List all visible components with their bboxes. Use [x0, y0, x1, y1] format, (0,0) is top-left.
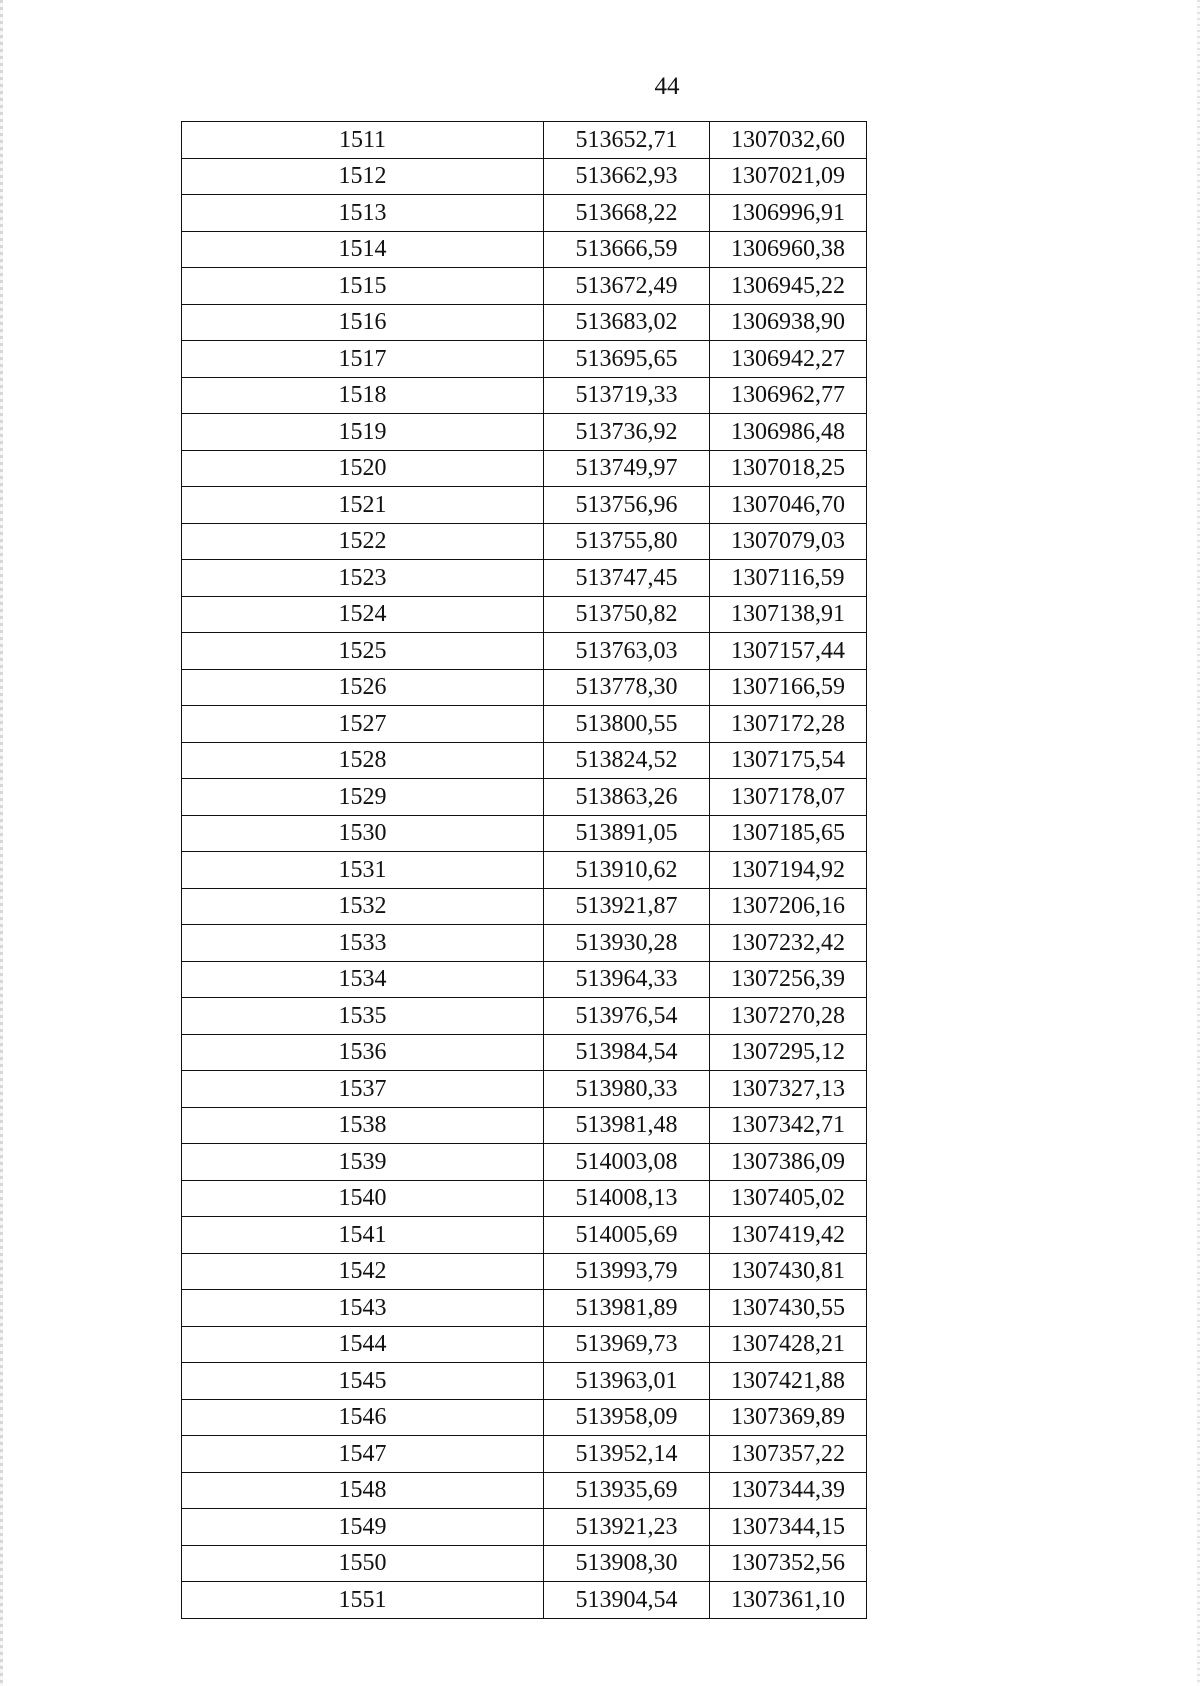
table-row [182, 815, 867, 852]
x-coordinate-cell: 514003,08 [544, 1144, 710, 1181]
y-coordinate-cell: 1307344,39 [710, 1472, 867, 1509]
y-coordinate-cell: 1307194,92 [710, 852, 867, 889]
point-number-cell: 1538 [182, 1107, 544, 1144]
table-row [182, 560, 867, 597]
y-coordinate-cell: 1307270,28 [710, 998, 867, 1035]
point-number-cell: 1539 [182, 1144, 544, 1181]
y-coordinate-cell: 1307046,70 [710, 487, 867, 524]
table-row [182, 925, 867, 962]
point-number-cell: 1545 [182, 1363, 544, 1400]
point-number-cell: 1547 [182, 1436, 544, 1473]
y-coordinate-cell: 1306938,90 [710, 304, 867, 341]
y-coordinate-cell: 1307116,59 [710, 560, 867, 597]
table-row [182, 1326, 867, 1363]
x-coordinate-cell: 513695,65 [544, 341, 710, 378]
y-coordinate-cell: 1307079,03 [710, 523, 867, 560]
point-number-cell: 1542 [182, 1253, 544, 1290]
point-number-cell: 1528 [182, 742, 544, 779]
x-coordinate-cell: 513683,02 [544, 304, 710, 341]
x-coordinate-cell: 513935,69 [544, 1472, 710, 1509]
point-number-cell: 1523 [182, 560, 544, 597]
y-coordinate-cell: 1307138,91 [710, 596, 867, 633]
table-row [182, 122, 867, 159]
y-coordinate-cell: 1307178,07 [710, 779, 867, 816]
y-coordinate-cell: 1307361,10 [710, 1582, 867, 1619]
point-number-cell: 1515 [182, 268, 544, 305]
x-coordinate-cell: 513930,28 [544, 925, 710, 962]
point-number-cell: 1550 [182, 1545, 544, 1582]
x-coordinate-cell: 513984,54 [544, 1034, 710, 1071]
x-coordinate-cell: 513666,59 [544, 231, 710, 268]
x-coordinate-cell: 513976,54 [544, 998, 710, 1035]
y-coordinate-cell: 1307175,54 [710, 742, 867, 779]
table-row [182, 158, 867, 195]
point-number-cell: 1541 [182, 1217, 544, 1254]
table-row [182, 1253, 867, 1290]
table-row [182, 669, 867, 706]
table-row [182, 450, 867, 487]
y-coordinate-cell: 1307032,60 [710, 122, 867, 159]
table-row [182, 1436, 867, 1473]
x-coordinate-cell: 513778,30 [544, 669, 710, 706]
point-number-cell: 1529 [182, 779, 544, 816]
table-row [182, 1545, 867, 1582]
x-coordinate-cell: 513749,97 [544, 450, 710, 487]
point-number-cell: 1520 [182, 450, 544, 487]
y-coordinate-cell: 1307344,15 [710, 1509, 867, 1546]
x-coordinate-cell: 513668,22 [544, 195, 710, 232]
x-coordinate-cell: 513981,89 [544, 1290, 710, 1327]
table-row [182, 961, 867, 998]
page-number: 44 [654, 73, 680, 100]
table-row [182, 1399, 867, 1436]
coordinates-table [181, 121, 867, 1619]
table-row [182, 633, 867, 670]
table-row [182, 195, 867, 232]
y-coordinate-cell: 1307018,25 [710, 450, 867, 487]
x-coordinate-cell: 513964,33 [544, 961, 710, 998]
y-coordinate-cell: 1307419,42 [710, 1217, 867, 1254]
x-coordinate-cell: 513904,54 [544, 1582, 710, 1619]
x-coordinate-cell: 513672,49 [544, 268, 710, 305]
point-number-cell: 1517 [182, 341, 544, 378]
y-coordinate-cell: 1307357,22 [710, 1436, 867, 1473]
point-number-cell: 1514 [182, 231, 544, 268]
table-row [182, 706, 867, 743]
y-coordinate-cell: 1307206,16 [710, 888, 867, 925]
x-coordinate-cell: 513719,33 [544, 377, 710, 414]
point-number-cell: 1513 [182, 195, 544, 232]
y-coordinate-cell: 1306996,91 [710, 195, 867, 232]
x-coordinate-cell: 514008,13 [544, 1180, 710, 1217]
y-coordinate-cell: 1307172,28 [710, 706, 867, 743]
table-row [182, 1034, 867, 1071]
table-row [182, 1180, 867, 1217]
point-number-cell: 1548 [182, 1472, 544, 1509]
y-coordinate-cell: 1307421,88 [710, 1363, 867, 1400]
x-coordinate-cell: 513736,92 [544, 414, 710, 451]
x-coordinate-cell: 514005,69 [544, 1217, 710, 1254]
x-coordinate-cell: 513981,48 [544, 1107, 710, 1144]
table-row [182, 523, 867, 560]
point-number-cell: 1551 [182, 1582, 544, 1619]
x-coordinate-cell: 513993,79 [544, 1253, 710, 1290]
point-number-cell: 1540 [182, 1180, 544, 1217]
point-number-cell: 1524 [182, 596, 544, 633]
scan-left-edge [0, 0, 3, 1686]
table-row [182, 742, 867, 779]
point-number-cell: 1516 [182, 304, 544, 341]
point-number-cell: 1537 [182, 1071, 544, 1108]
x-coordinate-cell: 513921,23 [544, 1509, 710, 1546]
table-row [182, 998, 867, 1035]
table-row [182, 341, 867, 378]
point-number-cell: 1530 [182, 815, 544, 852]
x-coordinate-cell: 513891,05 [544, 815, 710, 852]
x-coordinate-cell: 513755,80 [544, 523, 710, 560]
y-coordinate-cell: 1307157,44 [710, 633, 867, 670]
point-number-cell: 1527 [182, 706, 544, 743]
y-coordinate-cell: 1307352,56 [710, 1545, 867, 1582]
y-coordinate-cell: 1306960,38 [710, 231, 867, 268]
y-coordinate-cell: 1307430,55 [710, 1290, 867, 1327]
y-coordinate-cell: 1307021,09 [710, 158, 867, 195]
point-number-cell: 1512 [182, 158, 544, 195]
y-coordinate-cell: 1307342,71 [710, 1107, 867, 1144]
y-coordinate-cell: 1307428,21 [710, 1326, 867, 1363]
x-coordinate-cell: 513652,71 [544, 122, 710, 159]
y-coordinate-cell: 1307327,13 [710, 1071, 867, 1108]
y-coordinate-cell: 1306962,77 [710, 377, 867, 414]
table-row [182, 1107, 867, 1144]
table-row [182, 1363, 867, 1400]
x-coordinate-cell: 513958,09 [544, 1399, 710, 1436]
x-coordinate-cell: 513763,03 [544, 633, 710, 670]
y-coordinate-cell: 1306942,27 [710, 341, 867, 378]
table-row [182, 1290, 867, 1327]
point-number-cell: 1535 [182, 998, 544, 1035]
y-coordinate-cell: 1307166,59 [710, 669, 867, 706]
y-coordinate-cell: 1307405,02 [710, 1180, 867, 1217]
point-number-cell: 1543 [182, 1290, 544, 1327]
x-coordinate-cell: 513969,73 [544, 1326, 710, 1363]
y-coordinate-cell: 1307232,42 [710, 925, 867, 962]
point-number-cell: 1521 [182, 487, 544, 524]
x-coordinate-cell: 513908,30 [544, 1545, 710, 1582]
y-coordinate-cell: 1307430,81 [710, 1253, 867, 1290]
x-coordinate-cell: 513980,33 [544, 1071, 710, 1108]
x-coordinate-cell: 513756,96 [544, 487, 710, 524]
point-number-cell: 1536 [182, 1034, 544, 1071]
table-row [182, 596, 867, 633]
y-coordinate-cell: 1306945,22 [710, 268, 867, 305]
table-row [182, 268, 867, 305]
point-number-cell: 1531 [182, 852, 544, 889]
coordinates-table-body [182, 122, 867, 1619]
point-number-cell: 1546 [182, 1399, 544, 1436]
table-row [182, 414, 867, 451]
y-coordinate-cell: 1307386,09 [710, 1144, 867, 1181]
y-coordinate-cell: 1307256,39 [710, 961, 867, 998]
point-number-cell: 1549 [182, 1509, 544, 1546]
table-row [182, 231, 867, 268]
point-number-cell: 1522 [182, 523, 544, 560]
x-coordinate-cell: 513824,52 [544, 742, 710, 779]
x-coordinate-cell: 513863,26 [544, 779, 710, 816]
point-number-cell: 1519 [182, 414, 544, 451]
table-row [182, 377, 867, 414]
x-coordinate-cell: 513910,62 [544, 852, 710, 889]
table-row [182, 1217, 867, 1254]
point-number-cell: 1544 [182, 1326, 544, 1363]
y-coordinate-cell: 1306986,48 [710, 414, 867, 451]
x-coordinate-cell: 513747,45 [544, 560, 710, 597]
y-coordinate-cell: 1307295,12 [710, 1034, 867, 1071]
table-row [182, 1071, 867, 1108]
point-number-cell: 1518 [182, 377, 544, 414]
table-row [182, 1582, 867, 1619]
point-number-cell: 1533 [182, 925, 544, 962]
table-row [182, 888, 867, 925]
x-coordinate-cell: 513800,55 [544, 706, 710, 743]
point-number-cell: 1534 [182, 961, 544, 998]
table-row [182, 487, 867, 524]
point-number-cell: 1532 [182, 888, 544, 925]
y-coordinate-cell: 1307185,65 [710, 815, 867, 852]
point-number-cell: 1525 [182, 633, 544, 670]
point-number-cell: 1511 [182, 122, 544, 159]
table-row [182, 1509, 867, 1546]
table-row [182, 779, 867, 816]
point-number-cell: 1526 [182, 669, 544, 706]
table-row [182, 304, 867, 341]
x-coordinate-cell: 513750,82 [544, 596, 710, 633]
x-coordinate-cell: 513952,14 [544, 1436, 710, 1473]
x-coordinate-cell: 513662,93 [544, 158, 710, 195]
x-coordinate-cell: 513963,01 [544, 1363, 710, 1400]
x-coordinate-cell: 513921,87 [544, 888, 710, 925]
table-row [182, 1472, 867, 1509]
table-row [182, 852, 867, 889]
table-row [182, 1144, 867, 1181]
y-coordinate-cell: 1307369,89 [710, 1399, 867, 1436]
